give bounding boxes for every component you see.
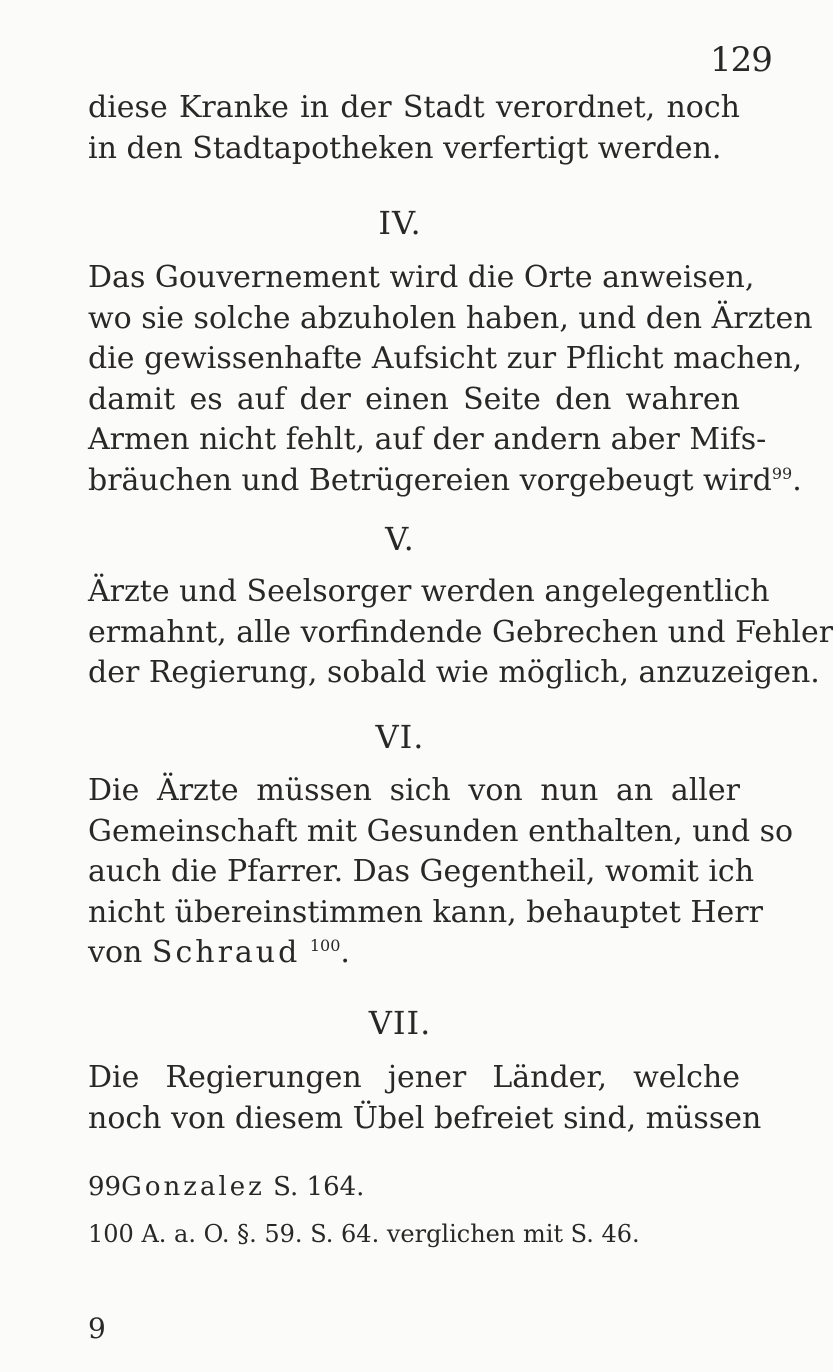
footnote-99	[88, 1172, 364, 1202]
text-line-with-note: von Schraud $^{100}$.	[88, 935, 350, 970]
text-line: die gewissenhafte Aufsicht zur Pflicht machen,	[88, 341, 803, 376]
section-v-paragraph	[88, 572, 833, 694]
footnote-100	[88, 1220, 640, 1248]
author-name: Schraud	[151, 935, 301, 970]
text-line: von	[88, 935, 143, 970]
text-line: in den Stadtapotheken verfertigt werden.	[88, 130, 722, 166]
text-line: auch die Pfarrer. Das Gegentheil, womit ich	[88, 854, 755, 889]
text-line: Armen nicht fehlt, auf der andern aber Mifs-	[88, 422, 767, 457]
text-line: Gemeinschaft mit Gesunden enthalten, und so	[88, 813, 794, 849]
footnote-ref: 99	[771, 463, 793, 483]
footnote-author: Gonzalez	[121, 1172, 265, 1202]
page-number: 129	[710, 40, 772, 80]
text-line: Das Gouvernement wird die Orte anweisen,	[88, 260, 755, 295]
footnote-text: S. 164.	[273, 1172, 365, 1202]
section-vii-paragraph	[88, 1058, 762, 1139]
text-line: nicht übereinstimmen kann, behauptet Herr	[88, 894, 763, 930]
text-line: diese Kranke in der Stadt verordnet, noch	[88, 90, 740, 125]
footnote-marker: 99	[88, 1172, 122, 1202]
text-line: noch von diesem Übel befreiet sind, müssen	[88, 1100, 762, 1136]
intro-paragraph	[88, 88, 740, 169]
text-line-with-note: bräuchen und Betrügereien vorgebeugt wird$^{99}$.	[88, 462, 802, 498]
footnote-text: A. a. O. §. 59. S. 64. verglichen mit S. 46.	[141, 1220, 640, 1248]
section-heading-v: V.	[385, 520, 415, 558]
text-line: Die Ärzte müssen sich von nun an aller	[88, 773, 740, 808]
text-line: bräuchen und Betrügereien vorgebeugt wird	[88, 462, 772, 498]
text-line: der Regierung, sobald wie möglich, anzuzeigen.	[88, 655, 820, 690]
section-heading-iv: IV.	[378, 204, 422, 242]
section-heading-vii: VII.	[368, 1004, 432, 1042]
section-vi-paragraph	[88, 771, 794, 974]
text-line: Die Regierungen jener Länder, welche	[88, 1060, 740, 1095]
signature-mark: 9	[88, 1312, 106, 1345]
section-heading-vi: VI.	[375, 718, 425, 756]
text-line: damit es auf der einen Seite den wahren	[88, 381, 740, 417]
section-iv-paragraph	[88, 258, 813, 501]
footnote-marker: 100	[88, 1220, 134, 1248]
footnote-ref: 100	[309, 936, 341, 955]
text-line: ermahnt, alle vorfindende Gebrechen und Fehler	[88, 614, 833, 650]
text-line: wo sie solche abzuholen haben, und den Ärzten	[88, 300, 813, 336]
text-line: Ärzte und Seelsorger werden angelegentlich	[88, 574, 770, 609]
